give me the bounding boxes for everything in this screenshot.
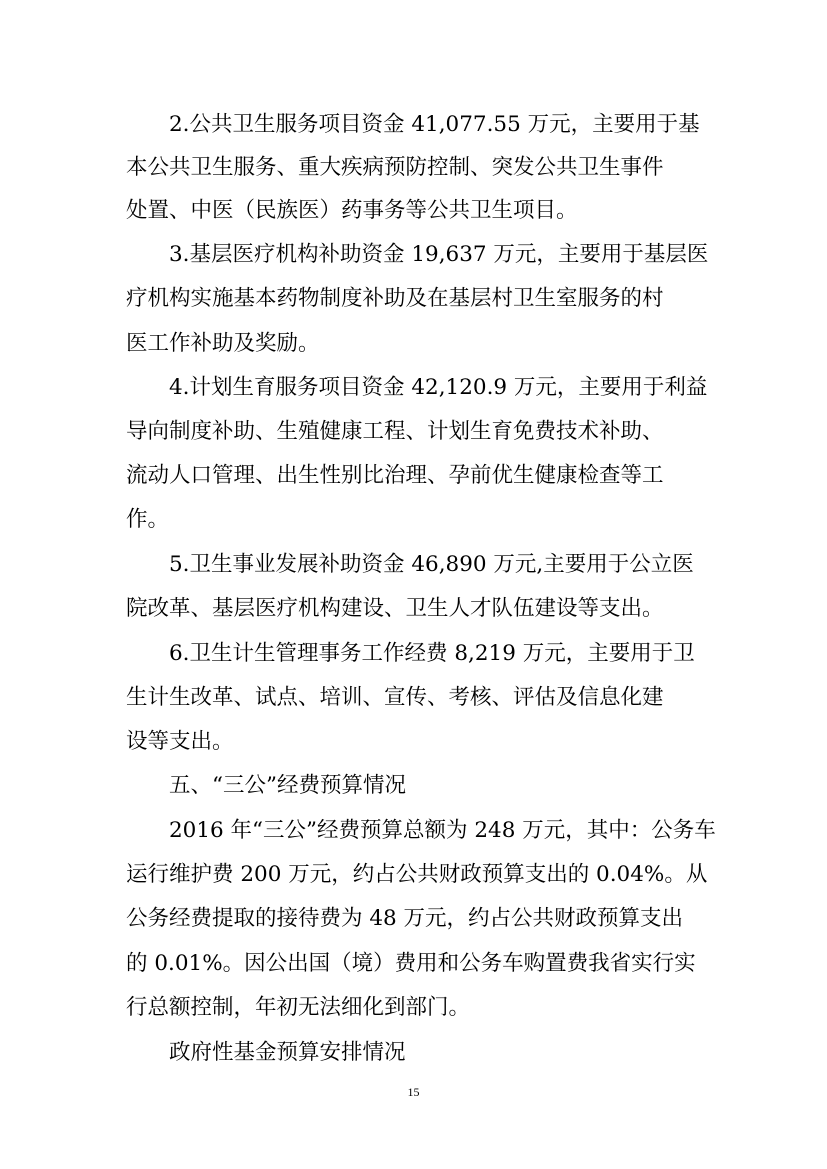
paragraph-line: 生计生改革、试点、培训、宣传、考核、评估及信息化建 (126, 685, 664, 710)
paragraph-line: 2016 年“三公”经费预算总额为 248 万元，其中：公务车 (169, 818, 716, 843)
paragraph-line: 5.卫生事业发展补助资金 46,890 万元,主要用于公立医 (169, 552, 694, 577)
paragraph-line: 作。 (126, 507, 170, 532)
section-heading: 政府性基金预算安排情况 (169, 1040, 406, 1065)
paragraph-line: 6.卫生计生管理事务工作经费 8,219 万元，主要用于卫 (169, 641, 695, 666)
paragraph-line: 设等支出。 (126, 729, 234, 754)
section-heading: 五、“三公”经费预算情况 (169, 773, 406, 798)
paragraph-line: 2.公共卫生服务项目资金 41,077.55 万元，主要用于基 (169, 112, 700, 137)
paragraph-line: 行总额控制，年初无法细化到部门。 (126, 995, 471, 1020)
paragraph-line: 院改革、基层医疗机构建设、卫生人才队伍建设等支出。 (126, 596, 664, 621)
paragraph-line: 导向制度补助、生殖健康工程、计划生育免费技术补助、 (126, 419, 664, 444)
paragraph-line: 流动人口管理、出生性别比治理、孕前优生健康检查等工 (126, 463, 664, 488)
paragraph-line: 3.基层医疗机构补助资金 19,637 万元，主要用于基层医 (169, 242, 709, 267)
paragraph-line: 疗机构实施基本药物制度补助及在基层村卫生室服务的村 (126, 286, 664, 311)
paragraph-line: 的 0.01%。因公出国（境）费用和公务车购置费我省实行实 (126, 951, 696, 976)
page-number: 15 (407, 1085, 420, 1099)
paragraph-line: 处置、中医（民族医）药事务等公共卫生项目。 (126, 198, 578, 223)
paragraph-line: 4.计划生育服务项目资金 42,120.9 万元，主要用于利益 (169, 375, 708, 400)
paragraph-line: 医工作补助及奖励。 (126, 331, 320, 356)
paragraph-line: 公务经费提取的接待费为 48 万元，约占公共财政预算支出 (126, 906, 684, 931)
paragraph-line: 本公共卫生服务、重大疾病预防控制、突发公共卫生事件 (126, 155, 664, 180)
paragraph-line: 运行维护费 200 万元，约占公共财政预算支出的 0.04%。从 (126, 862, 708, 887)
